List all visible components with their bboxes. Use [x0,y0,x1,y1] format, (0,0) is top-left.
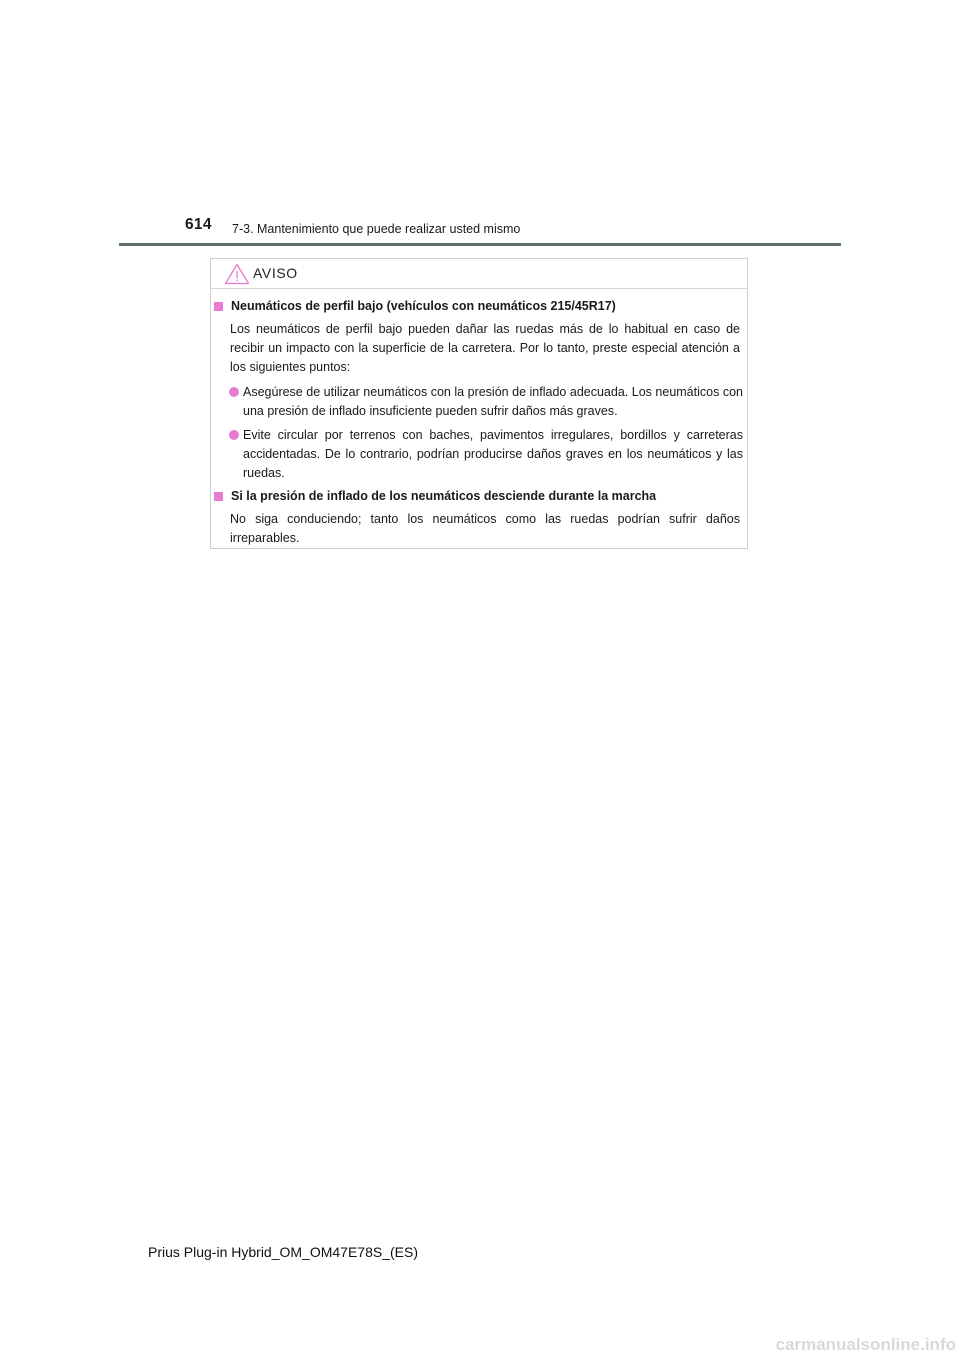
section-heading [213,487,749,506]
document-id: Prius Plug-in Hybrid_OM_OM47E78S_(ES) [148,1244,418,1260]
notice-content [211,297,749,548]
notice-header [211,259,747,289]
section-title: 7-3. Mantenimiento que puede realizar usted mismo [232,222,521,236]
list-item [243,383,743,421]
watermark-logo [760,1328,960,1358]
section-body: No siga conduciendo; tanto los neumáticos como las ruedas podrían sufrir daños irreparables. [230,512,740,545]
section-body: Los neumáticos de perfil bajo pueden dañar las ruedas más de lo habitual en caso de recibir un impacto con la superficie de la carretera. Por lo tanto, preste especial atención a los siguientes puntos: [230,322,740,374]
notice-label: AVISO [253,265,298,281]
section-heading-text: Si la presión de inflado de los neumáticos desciende durante la marcha [231,489,657,503]
notice-box [210,258,748,549]
section-heading [213,297,749,316]
svg-text:carmanualsonline.info: carmanualsonline.info [775,1335,956,1354]
page-number: 614 [185,216,212,233]
circle-bullet-icon [229,387,239,397]
circle-bullet-icon [229,430,239,440]
list-item [243,426,743,483]
list-item-text: Evite circular por terrenos con baches, pavimentos irregulares, bordillos y carreteras accidentadas. De lo contrario, podrían producirse daños graves en los neumáticos y las ruedas. [243,428,743,480]
list-item-text: Asegúrese de utilizar neumáticos con la presión de inflado adecuada. Los neumáticos con una presión de inflado insuficiente pueden sufrir daños más graves. [243,385,743,418]
warning-triangle-icon [224,263,250,285]
header-rule [119,243,841,246]
section-heading-text: Neumáticos de perfil bajo (vehículos con neumáticos 215/45R17) [231,299,616,313]
square-bullet-icon [214,492,223,501]
square-bullet-icon [214,302,223,311]
